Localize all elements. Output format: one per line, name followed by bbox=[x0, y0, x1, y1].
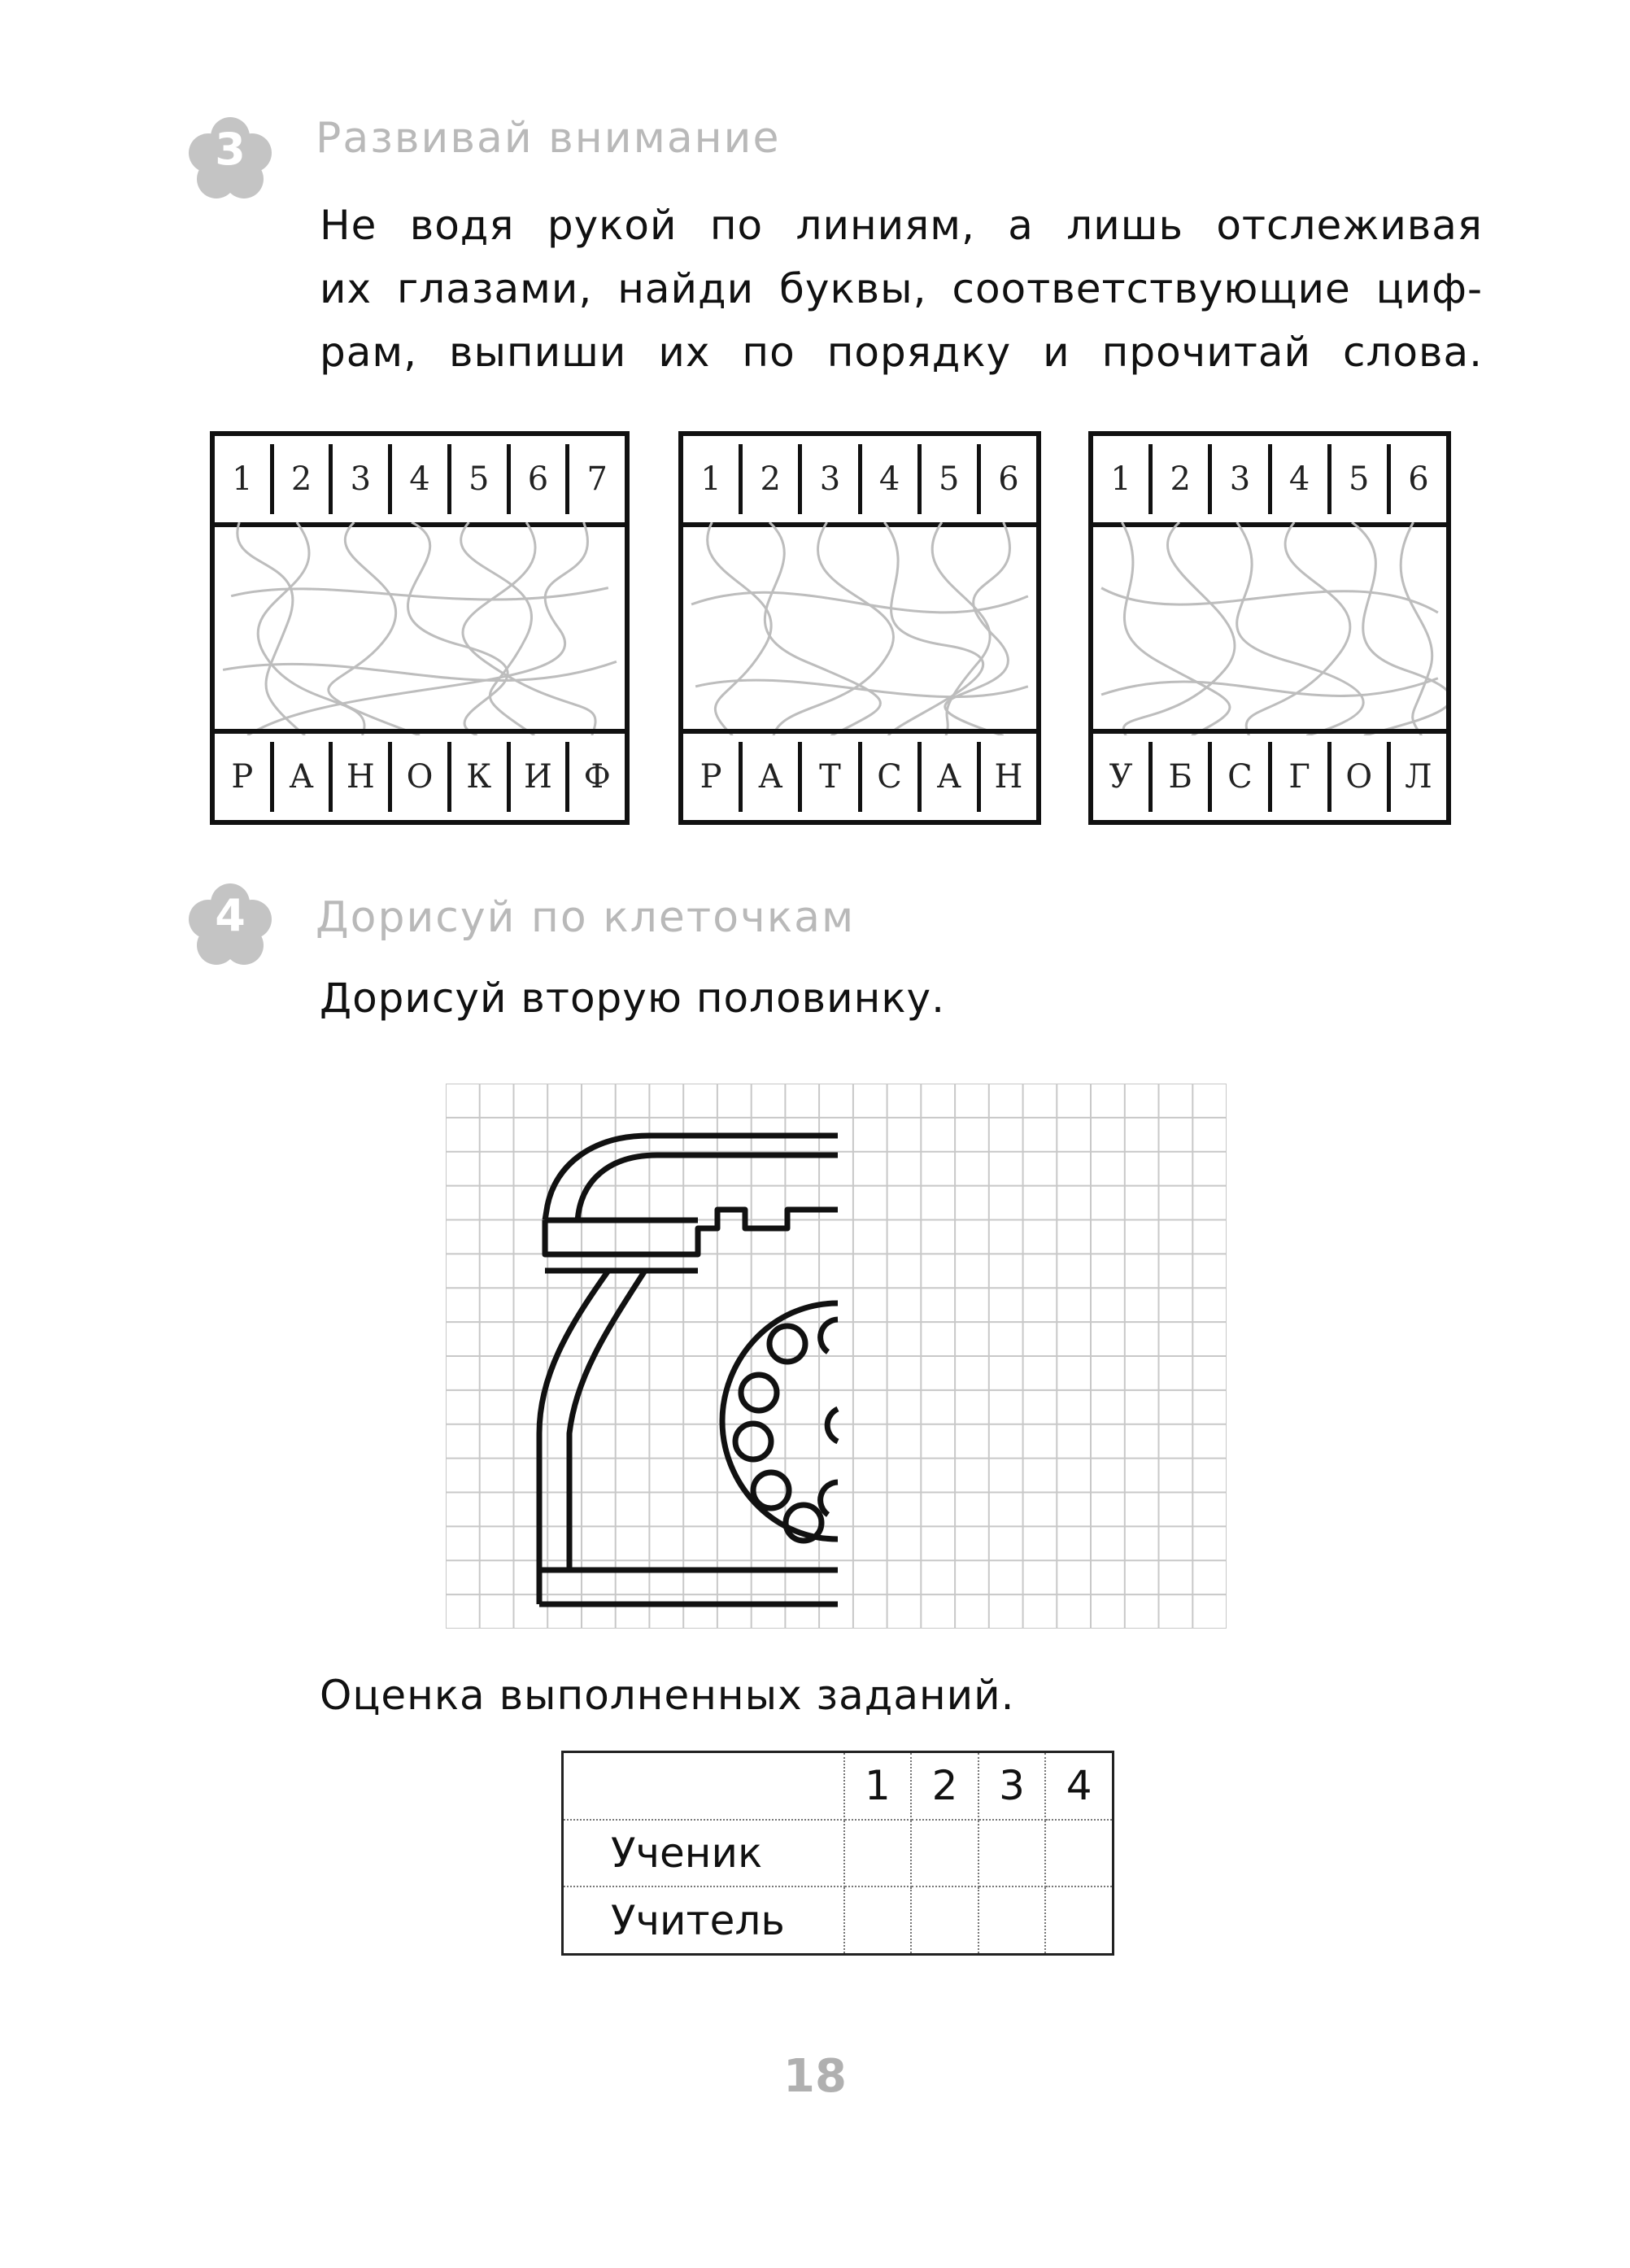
letter-cell: И bbox=[511, 742, 570, 812]
section-4-instruction: Дорисуй вторую половинку. bbox=[320, 975, 946, 1022]
number-cell: 6 bbox=[511, 444, 570, 514]
numbers-row bbox=[683, 436, 1036, 527]
number-cell: 5 bbox=[1331, 444, 1391, 514]
section-3-title: Развивай внимание bbox=[316, 114, 781, 163]
number-cell: 1 bbox=[215, 444, 274, 514]
tangled-lines-graphic bbox=[215, 522, 625, 735]
number-cell: 5 bbox=[922, 444, 981, 514]
number-cell: 1 bbox=[683, 444, 743, 514]
tangled-lines-puzzle-2 bbox=[678, 431, 1041, 825]
number-cell: 4 bbox=[392, 444, 451, 514]
number-cell: 1 bbox=[1093, 444, 1153, 514]
column-header: 4 bbox=[1045, 1753, 1112, 1820]
section-4-number: 4 bbox=[215, 890, 246, 941]
page-number: 18 bbox=[783, 2050, 847, 2103]
grade-cell[interactable] bbox=[1045, 1886, 1112, 1953]
table-row bbox=[564, 1820, 1112, 1887]
letter-cell: С bbox=[1212, 742, 1271, 812]
letter-cell: К bbox=[451, 742, 511, 812]
number-cell: 2 bbox=[274, 444, 333, 514]
letter-cell: Б bbox=[1153, 742, 1212, 812]
letters-row bbox=[683, 729, 1036, 820]
letter-cell: Р bbox=[215, 742, 274, 812]
letter-cell: Л bbox=[1405, 758, 1432, 796]
grade-cell[interactable] bbox=[1045, 1820, 1112, 1887]
number-cell: 3 bbox=[802, 444, 861, 514]
section-3-instruction bbox=[320, 194, 1483, 384]
numbers-row bbox=[1093, 436, 1446, 527]
letters-row bbox=[215, 729, 625, 820]
tangled-lines-puzzle-1 bbox=[210, 431, 630, 825]
number-cell: 5 bbox=[451, 444, 511, 514]
letter-cell: Р bbox=[683, 742, 743, 812]
number-cell: 4 bbox=[1272, 444, 1331, 514]
table-cell bbox=[564, 1753, 844, 1820]
letter-cell: Н bbox=[333, 742, 392, 812]
assessment-table bbox=[561, 1751, 1114, 1956]
number-cell: 6 bbox=[1408, 460, 1429, 498]
letter-cell: А bbox=[922, 742, 981, 812]
row-label: Ученик bbox=[564, 1820, 844, 1887]
number-cell: 2 bbox=[1153, 444, 1212, 514]
assessment-title: Оценка выполненных заданий. bbox=[320, 1672, 1015, 1719]
letter-cell: С bbox=[862, 742, 922, 812]
letter-cell: У bbox=[1093, 742, 1153, 812]
letter-cell: А bbox=[743, 742, 802, 812]
numbers-row bbox=[215, 436, 625, 527]
tangled-lines-puzzle-3 bbox=[1088, 431, 1451, 825]
instruction-line: Не водя рукой по линиям, а лишь отслеживая bbox=[320, 202, 1483, 249]
row-label: Учитель bbox=[564, 1886, 844, 1953]
number-cell: 6 bbox=[998, 460, 1019, 498]
number-cell: 7 bbox=[586, 460, 608, 498]
grade-cell[interactable] bbox=[844, 1820, 912, 1887]
number-cell: 2 bbox=[743, 444, 802, 514]
number-cell: 3 bbox=[333, 444, 392, 514]
letter-cell: А bbox=[274, 742, 333, 812]
letter-cell: О bbox=[392, 742, 451, 812]
section-4-title: Дорисуй по клеточкам bbox=[316, 893, 856, 942]
letter-cell: О bbox=[1331, 742, 1391, 812]
grade-cell[interactable] bbox=[911, 1886, 978, 1953]
letter-cell: Ф bbox=[583, 758, 611, 796]
table-row bbox=[564, 1886, 1112, 1953]
number-cell: 3 bbox=[1212, 444, 1271, 514]
letter-cell: Г bbox=[1272, 742, 1331, 812]
instruction-line: рам, выпиши их по порядку и прочитай слова. bbox=[320, 329, 1483, 376]
letter-cell: Н bbox=[994, 758, 1023, 796]
column-header: 2 bbox=[911, 1753, 978, 1820]
number-cell: 4 bbox=[862, 444, 922, 514]
telephone-half-icon bbox=[446, 1084, 852, 1629]
grade-cell[interactable] bbox=[978, 1886, 1046, 1953]
grade-cell[interactable] bbox=[844, 1886, 912, 1953]
column-header: 3 bbox=[978, 1753, 1046, 1820]
letter-cell: Т bbox=[802, 742, 861, 812]
instruction-line: их глазами, найди буквы, соответствующие циф- bbox=[320, 265, 1483, 312]
grade-cell[interactable] bbox=[911, 1820, 978, 1887]
tangled-lines-graphic bbox=[683, 522, 1036, 735]
table-row bbox=[564, 1753, 1112, 1820]
tangled-lines-graphic bbox=[1093, 522, 1446, 735]
section-3-number: 3 bbox=[215, 124, 246, 175]
grade-cell[interactable] bbox=[978, 1820, 1046, 1887]
column-header: 1 bbox=[844, 1753, 912, 1820]
letters-row bbox=[1093, 729, 1446, 820]
